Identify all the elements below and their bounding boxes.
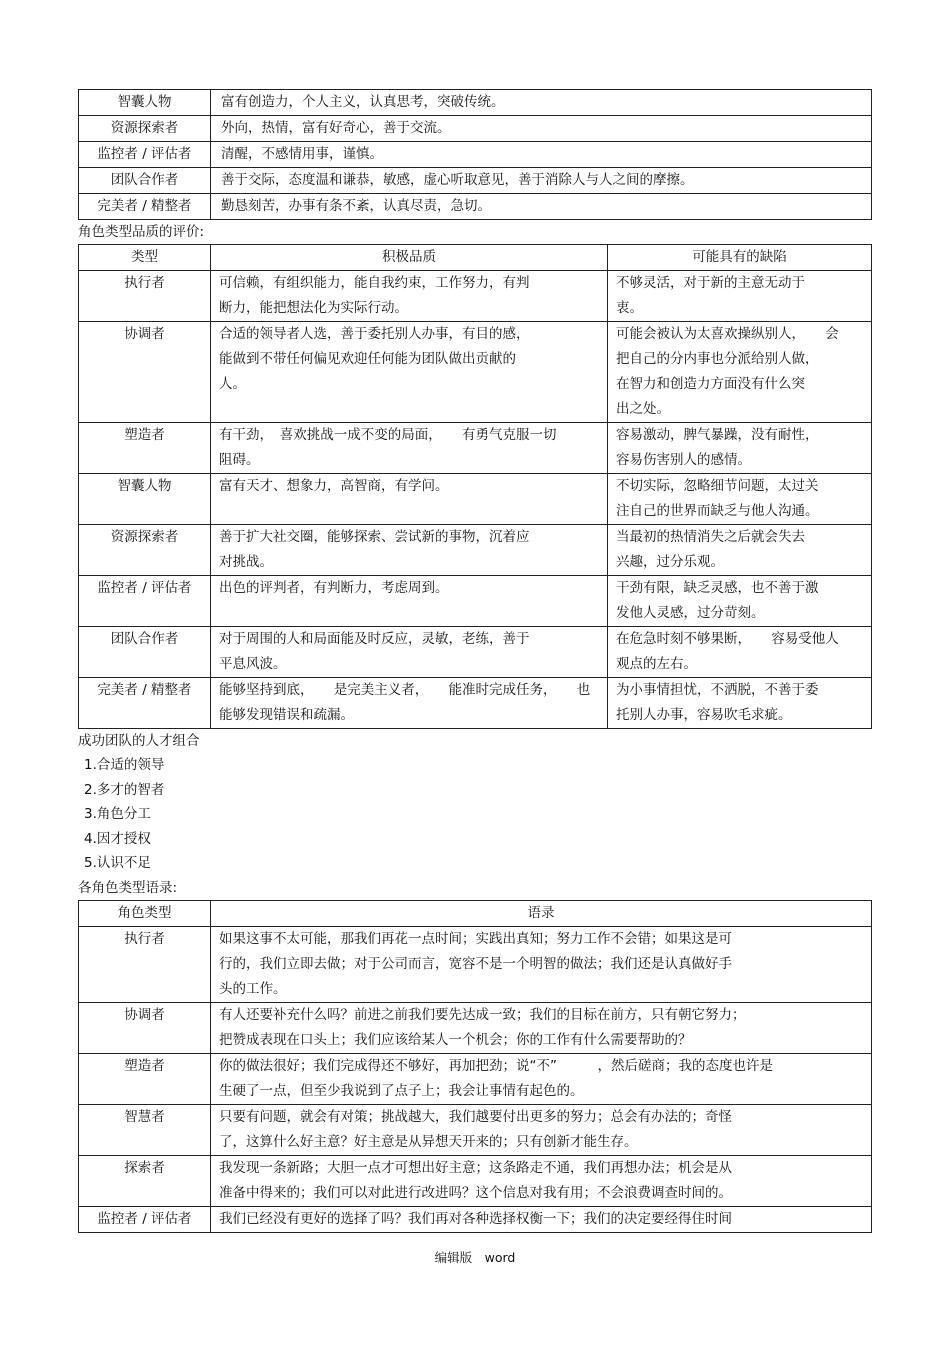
role-cell: 监控者 / 评估者 (79, 1206, 211, 1232)
weakness-cell (608, 525, 872, 576)
positive-quality-cell (211, 322, 608, 423)
header-type: 类型 (79, 245, 211, 271)
text-line: 发他人灵感，过分苛刻。 (616, 605, 765, 621)
weakness-cell (608, 271, 872, 322)
quotes-label: 各角色类型语录: (78, 879, 178, 896)
table-row (79, 678, 872, 729)
text-line: 兴趣，过分乐观。 (616, 554, 724, 570)
positive-quality-cell (211, 627, 608, 678)
text-line: 我们已经没有更好的选择了吗？我们再对各种选择权衡一下；我们的决定要经得住时间 (219, 1210, 732, 1227)
text-line: 有人还要补充什么吗？前进之前我们要先达成一致；我们的目标在前方，只有朝它努力； (219, 1006, 746, 1023)
list-item: 4.因才授权 (84, 830, 151, 847)
text-line: 为小事情担忧，不洒脱，不善于委 (616, 682, 819, 698)
footer-text: 编辑版 word (434, 1250, 516, 1265)
text-line: 富有天才、想象力，高智商，有学问。 (219, 478, 449, 494)
description-cell: 善于交际，态度温和谦恭，敏感，虚心听取意见，善于消除人与人之间的摩擦。 (211, 168, 872, 194)
table-row (79, 423, 872, 474)
table-row (79, 168, 872, 194)
role-cell: 智慧者 (79, 1104, 211, 1155)
role-cell: 智囊人物 (79, 474, 211, 525)
positive-quality-cell (211, 271, 608, 322)
role-cell: 塑造者 (79, 423, 211, 474)
text-line: 只要有问题，就会有对策；挑战越大，我们越要付出更多的努力；总会有办法的；奇怪 (219, 1108, 732, 1125)
table-row (79, 322, 872, 423)
text-line: 不够灵活，对于新的主意无动于 (616, 275, 805, 291)
text-line: 善于扩大社交圈，能够探索、尝试新的事物，沉着应 (219, 529, 530, 545)
role-traits-table (78, 89, 872, 220)
text-line: 托别人办事，容易吹毛求疵。 (616, 707, 792, 723)
table-row (79, 1104, 872, 1155)
table-row (79, 1206, 872, 1232)
quote-cell (211, 926, 872, 1002)
role-cell: 团队合作者 (79, 627, 211, 678)
quote-cell (211, 1053, 872, 1104)
table-row (79, 1002, 872, 1053)
text-line: 能做到不带任何偏见欢迎任何能为团队做出贡献的 (219, 351, 516, 367)
text-line: 不切实际，忽略细节问题，太过关 (616, 478, 819, 494)
text-line: 我发现一条新路；大胆一点才可想出好主意；这条路走不通，我们再想办法；机会是从 (219, 1159, 732, 1176)
role-cell: 资源探索者 (79, 116, 211, 142)
text-line: 把自己的分内事也分派给别人做， (616, 351, 819, 367)
text-line: 有干劲， 喜欢挑战一成不变的局面， 有勇气克服一切 (219, 427, 557, 443)
description-cell: 清醒，不感情用事，谨慎。 (211, 142, 872, 168)
header-quote: 语录 (211, 900, 872, 926)
role-cell: 塑造者 (79, 1053, 211, 1104)
table-row (79, 1155, 872, 1206)
text-line: 可信赖，有组织能力，能自我约束，工作努力，有判 (219, 275, 530, 291)
text-line: 人。 (219, 376, 246, 392)
text-line: 平息风波。 (219, 656, 287, 672)
text-line: 干劲有限，缺乏灵感，也不善于激 (616, 580, 819, 596)
text-line: 能够坚持到底， 是完美主义者， 能准时完成任务， 也 (219, 682, 591, 698)
quote-cell (211, 1002, 872, 1053)
table-row (79, 627, 872, 678)
text-line: 行的，我们立即去做；对于公司而言，宽容不是一个明智的做法；我们还是认真做好手 (219, 955, 732, 972)
text-line: 对挑战。 (219, 554, 273, 570)
text-line: 阻碍。 (219, 452, 260, 468)
text-line: 头的工作。 (219, 980, 287, 997)
text-line: 出色的评判者，有判断力，考虑周到。 (219, 580, 449, 596)
text-line: 能够发现错误和疏漏。 (219, 707, 354, 723)
team-composition-label: 成功团队的人才组合 (78, 733, 200, 749)
text-line: 断力，能把想法化为实际行动。 (219, 300, 408, 316)
team-composition-list (78, 753, 872, 876)
text-line: 对于周围的人和局面能及时反应，灵敏，老练，善于 (219, 631, 530, 647)
table-row (79, 116, 872, 142)
header-positive: 积极品质 (211, 245, 608, 271)
text-line: 合适的领导者人选，善于委托别人办事，有目的感， (219, 326, 530, 342)
table-row (79, 474, 872, 525)
text-line: 你的做法很好；我们完成得还不够好，再加把劲；说“不” ，然后磋商；我的态度也许是 (219, 1057, 773, 1074)
quote-cell (211, 1104, 872, 1155)
weakness-cell (608, 627, 872, 678)
description-cell: 富有创造力，个人主义，认真思考，突破传统。 (211, 90, 872, 116)
positive-quality-cell (211, 678, 608, 729)
positive-quality-cell (211, 576, 608, 627)
text-line: 生硬了一点，但至少我说到了点子上；我会让事情有起色的。 (219, 1082, 584, 1099)
role-cell: 执行者 (79, 271, 211, 322)
weakness-cell (608, 423, 872, 474)
table-row (79, 525, 872, 576)
text-line: 容易激动，脾气暴躁，没有耐性， (616, 427, 819, 443)
role-cell: 智囊人物 (79, 90, 211, 116)
description-cell: 外向，热情，富有好奇心，善于交流。 (211, 116, 872, 142)
positive-quality-cell (211, 525, 608, 576)
positive-quality-cell (211, 474, 608, 525)
quality-evaluation-table (78, 244, 872, 729)
text-line: 在危急时刻不够果断， 容易受他人 (616, 631, 839, 647)
text-line: 观点的左右。 (616, 656, 697, 672)
table-row (79, 142, 872, 168)
list-item: 5.认识不足 (84, 855, 151, 871)
text-line: 准备中得来的；我们可以对此进行改进吗？这个信息对我有用；不会浪费调查时间的。 (219, 1184, 732, 1201)
role-cell: 资源探索者 (79, 525, 211, 576)
text-line: 把赞成表现在口头上；我们应该给某人一个机会；你的工作有什么需要帮助的？ (219, 1031, 692, 1048)
positive-quality-cell (211, 423, 608, 474)
weakness-cell (608, 576, 872, 627)
text-line: 衷。 (616, 300, 643, 316)
text-line: 注自己的世界而缺乏与他人沟通。 (616, 503, 819, 519)
table-row (79, 271, 872, 322)
role-cell: 团队合作者 (79, 168, 211, 194)
role-quotes-table (78, 900, 872, 1233)
role-cell: 探索者 (79, 1155, 211, 1206)
description-cell: 勤恳刻苦，办事有条不紊，认真尽责，急切。 (211, 194, 872, 220)
text-line: 当最初的热情消失之后就会失去 (616, 529, 805, 545)
text-line: 了，这算什么好主意？好主意是从异想天开来的；只有创新才能生存。 (219, 1133, 638, 1150)
role-cell: 协调者 (79, 322, 211, 423)
table-row (79, 576, 872, 627)
table-row (79, 194, 872, 220)
list-item: 1.合适的领导 (84, 757, 165, 773)
text-line: 出之处。 (616, 401, 670, 417)
role-cell: 监控者 / 评估者 (79, 142, 211, 168)
role-cell: 完美者 / 精整者 (79, 678, 211, 729)
text-line: 可能会被认为太喜欢操纵别人， 会 (616, 326, 839, 342)
list-item: 2.多才的智者 (84, 781, 165, 798)
role-cell: 执行者 (79, 926, 211, 1002)
weakness-cell (608, 474, 872, 525)
table-row (79, 926, 872, 1002)
role-cell: 完美者 / 精整者 (79, 194, 211, 220)
header-role-type: 角色类型 (79, 900, 211, 926)
table-row (79, 1053, 872, 1104)
text-line: 容易伤害别人的感情。 (616, 452, 751, 468)
table-row (79, 90, 872, 116)
document-page (78, 89, 872, 1233)
weakness-cell (608, 322, 872, 423)
list-item: 3.角色分工 (84, 806, 151, 822)
text-line: 在智力和创造力方面没有什么突 (616, 376, 805, 392)
role-cell: 协调者 (79, 1002, 211, 1053)
role-cell: 监控者 / 评估者 (79, 576, 211, 627)
text-line: 如果这事不太可能，那我们再花一点时间；实践出真知；努力工作不会错；如果这是可 (219, 930, 732, 947)
weakness-cell (608, 678, 872, 729)
quote-cell (211, 1155, 872, 1206)
quote-cell (211, 1206, 872, 1232)
quality-evaluation-label: 角色类型品质的评价: (78, 224, 205, 240)
header-negative: 可能具有的缺陷 (608, 245, 872, 271)
